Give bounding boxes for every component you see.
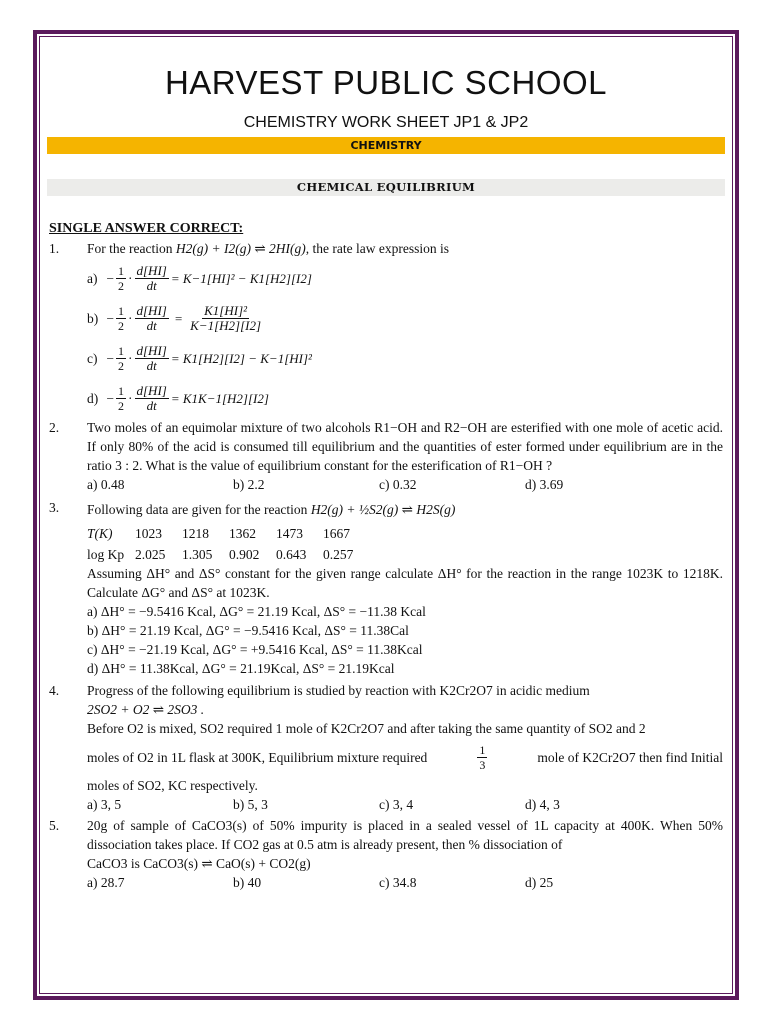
row-label: T(K)	[87, 526, 113, 541]
q3-option-c[interactable]: c) ΔH° = −21.19 Kcal, ΔG° = +9.5416 Kcal, ΔS° = 11.38Kcal	[87, 642, 423, 657]
frac-num: 1	[118, 263, 124, 278]
q3-option-a[interactable]: a) ΔH° = −9.5416 Kcal, ΔG° = 21.19 Kcal, ΔS° = −11.38 Kcal	[87, 604, 426, 619]
row-label: log Kp	[87, 547, 125, 562]
frac-den: K−1[H2][I2]	[190, 317, 262, 333]
q4-option-a[interactable]: a) 3, 5	[87, 797, 122, 812]
table-cell: 0.902	[229, 547, 260, 562]
q1-text-post: , the rate law expression is	[305, 241, 449, 256]
frac-num: 1	[118, 383, 124, 398]
q5-text2: CaCO3 is CaCO3(s) ⇌ CaO(s) + CO2(g)	[87, 856, 311, 871]
q1-option-c[interactable]: c) − $\frac{1}{2}$ · $\frac{d[HI]}{dt}$ = K1[H2][I2] − K−1[HI]²	[87, 342, 312, 373]
question-list	[49, 219, 723, 892]
page-border	[33, 30, 739, 1000]
q4-text2b	[87, 738, 723, 776]
option-label: c)	[87, 350, 98, 366]
q4-option-c[interactable]: c) 3, 4	[379, 797, 414, 812]
q5-option-c[interactable]: c) 34.8	[379, 875, 417, 890]
table-cell: 0.257	[323, 547, 354, 562]
worksheet-title: CHEMISTRY WORK SHEET JP1 & JP2	[243, 114, 529, 131]
table-cell: 1473	[276, 526, 303, 541]
table-cell: 1667	[323, 526, 350, 541]
q4-text2a: Before O2 is mixed, SO2 required 1 mole of K2Cr2O7 and after taking the same quantity of SO2 and 2	[87, 721, 646, 736]
q3-text-pre: Following data are given for the reaction	[87, 502, 308, 517]
q2-option-d[interactable]: d) 3.69	[525, 477, 564, 492]
subject-band: CHEMISTRY	[47, 137, 725, 154]
frac-den: 2	[118, 358, 124, 373]
frac-num: d[HI]	[136, 262, 167, 278]
frac-den: dt	[146, 317, 157, 333]
question-number: 4.	[49, 683, 60, 698]
q4-text1: Progress of the following equilibrium is studied by reaction with K2Cr2O7 in acidic medium	[87, 683, 590, 698]
q2-option-b[interactable]: b) 2.2	[233, 477, 265, 492]
q4-text2b-pre: moles of O2 in 1L flask at 300K, Equilibrium mixture required	[87, 749, 428, 765]
frac-num: 1	[118, 303, 124, 318]
table-cell: 1.305	[182, 547, 213, 562]
frac-num: K1[HI]²	[204, 302, 248, 318]
frac-num: 1	[479, 742, 486, 757]
q2-text: Two moles of an equimolar mixture of two alcohols R1−OH and R2−OH are esterified with one mole of acetic acid. If only 80% of the acid is consumed till equilibrium and the quantities of ester formed under equilibrium are in the ratio 3 : 2. What is the value of equilibrium constant for the esterification of R1−OH ?	[87, 420, 723, 473]
frac-num: d[HI]	[136, 302, 167, 318]
topic-band: CHEMICAL EQUILIBRIUM	[47, 179, 725, 196]
option-rhs: = K−1[HI]² − K1[H2][I2]	[170, 270, 312, 286]
question-number: 5.	[49, 818, 60, 833]
q4-text2c: moles of SO2, KC respectively.	[87, 778, 258, 793]
frac-den: 2	[118, 278, 124, 293]
q3-logk-row	[87, 545, 723, 564]
q1-reaction: H2(g) + I2(g) ⇌ 2HI(g)	[175, 241, 306, 256]
question-number: 2.	[49, 420, 60, 435]
q4-option-d[interactable]: d) 4, 3	[525, 797, 560, 812]
q5-option-b[interactable]: b) 40	[233, 875, 262, 890]
q3-option-b[interactable]: b) ΔH° = 21.19 Kcal, ΔG° = −9.5416 Kcal, ΔS° = 11.38Cal	[87, 623, 409, 638]
table-cell: 1362	[229, 526, 256, 541]
question-5	[49, 816, 723, 892]
q2-option-a[interactable]: a) 0.48	[87, 477, 125, 492]
q3-option-d[interactable]: d) ΔH° = 11.38Kcal, ΔG° = 21.19Kcal, ΔS° = 21.19Kcal	[87, 661, 395, 676]
table-cell: 1218	[182, 526, 209, 541]
frac-num: d[HI]	[136, 382, 167, 398]
q5-options	[87, 873, 723, 892]
question-1	[49, 239, 723, 418]
table-cell: 2.025	[135, 547, 166, 562]
option-label: b)	[87, 310, 99, 326]
question-4	[49, 681, 723, 814]
table-cell: 0.643	[276, 547, 307, 562]
q1-option-d[interactable]: d) − $\frac{1}{2}$ · $\frac{d[HI]}{dt}$ = K1K−1[H2][I2]	[87, 382, 269, 413]
option-label: d)	[87, 390, 99, 406]
section-heading: SINGLE ANSWER CORRECT:	[49, 221, 244, 236]
frac-den: dt	[146, 397, 157, 413]
option-rhs: = K1[H2][I2] − K−1[HI]²	[170, 350, 312, 366]
q1-option-a[interactable]: a) − $\frac{1}{2}$ · $\frac{d[HI]}{dt}$ = K−1[HI]² − K1[H2][I2]	[87, 262, 312, 293]
q5-option-d[interactable]: d) 25	[525, 875, 554, 890]
frac-den: 3	[479, 757, 486, 772]
q4-text2b-post: mole of K2Cr2O7 then find Initial	[537, 749, 723, 765]
q5-option-a[interactable]: a) 28.7	[87, 875, 125, 890]
q1-option-b[interactable]: b) − $\frac{1}{2}$ · $\frac{d[HI]}{dt}$ = $\frac{\text{K1[HI]²}}{K-1[H2][I2]}$	[87, 302, 262, 333]
q4-option-b[interactable]: b) 5, 3	[233, 797, 268, 812]
q2-options	[87, 475, 723, 494]
q4-options	[87, 795, 723, 814]
q1-text-pre: For the reaction	[87, 241, 173, 256]
question-number: 1.	[49, 241, 60, 256]
frac-num: d[HI]	[136, 342, 167, 358]
option-rhs: = K1K−1[H2][I2]	[170, 390, 269, 406]
question-2	[49, 418, 723, 494]
question-number: 3.	[49, 500, 60, 515]
q3-temperature-row	[87, 524, 723, 543]
question-3	[49, 498, 723, 678]
option-label: a)	[87, 270, 98, 286]
frac-num: 1	[118, 343, 124, 358]
q5-text1: 20g of sample of CaCO3(s) of 50% impurity is placed in a sealed vessel of 1L capacity at 400K. When 50% dissociation takes place. If CO2 gas at 0.5 atm is already present, then % dissociation of	[87, 818, 723, 852]
table-cell: 1023	[135, 526, 162, 541]
q3-reaction: H2(g) + ½S2(g) ⇌ H2S(g)	[310, 502, 456, 517]
frac-den: 2	[118, 318, 124, 333]
school-name: HARVEST PUBLIC SCHOOL	[164, 64, 608, 101]
q4-reaction: 2SO2 + O2 ⇌ 2SO3 .	[87, 702, 205, 717]
q3-text2: Assuming ΔH° and ΔS° constant for the given range calculate ΔH° for the reaction in the range 1023K to 1218K. Calculate ΔG° and ΔS° at 1023K.	[87, 566, 723, 600]
q2-option-c[interactable]: c) 0.32	[379, 477, 417, 492]
frac-den: dt	[146, 277, 157, 293]
frac-den: dt	[146, 357, 157, 373]
frac-den: 2	[118, 398, 124, 413]
